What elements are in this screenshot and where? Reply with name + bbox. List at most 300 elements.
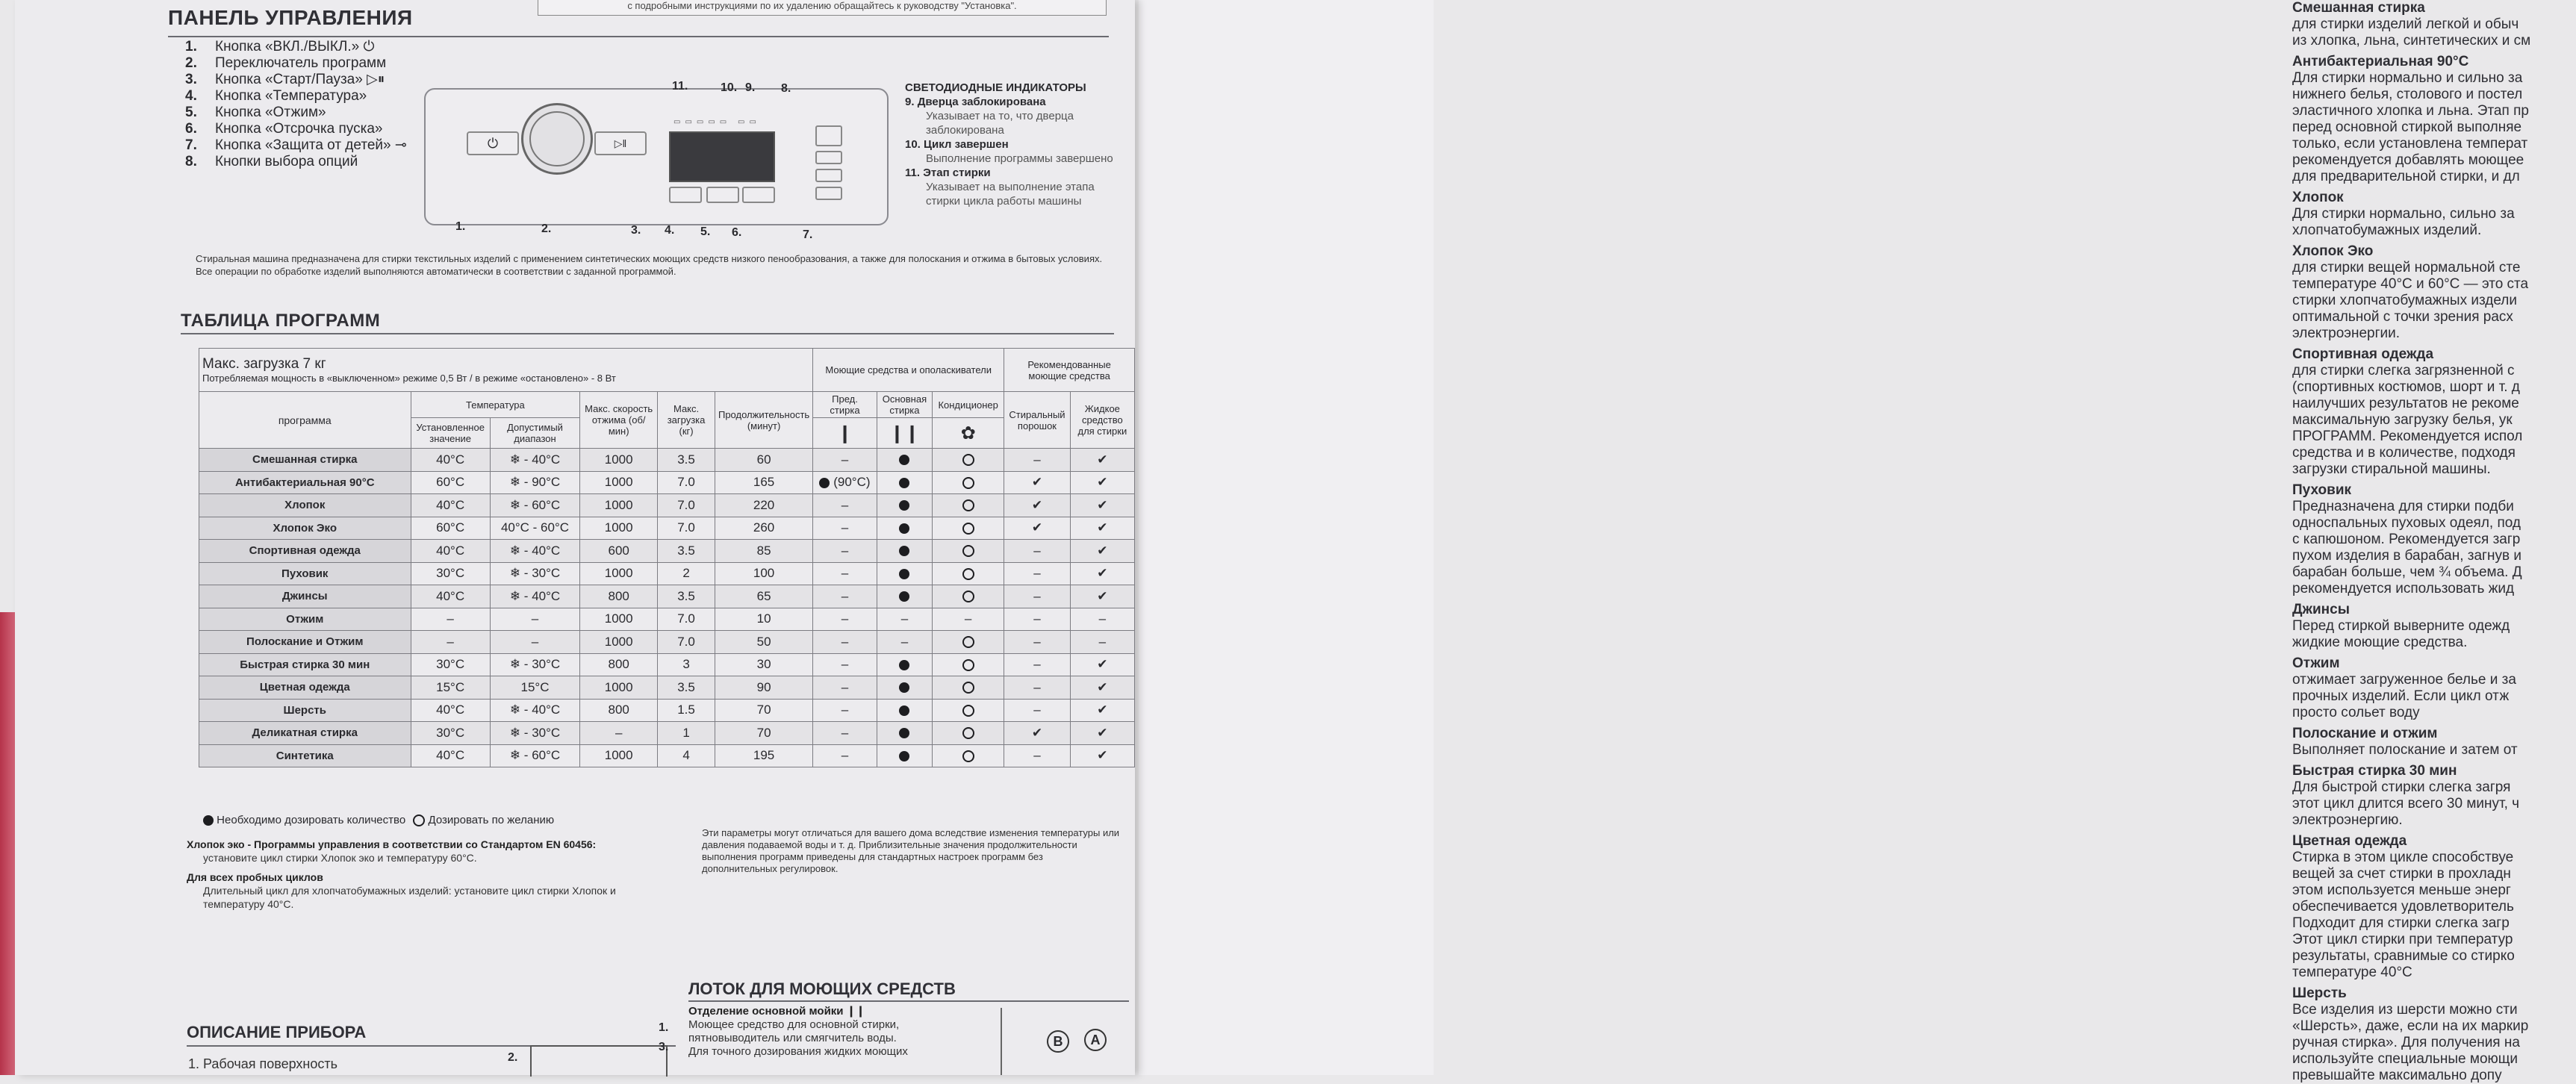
cell-main <box>877 540 932 563</box>
description-line: результаты, сравнимые со стирко <box>2292 948 2515 964</box>
control-item-text: Кнопка «Отжим» <box>215 105 326 120</box>
col-mainwash: Основная стирка <box>877 392 932 418</box>
diagram-label-1: 1. <box>455 220 466 233</box>
cell-s: 600 <box>580 540 658 563</box>
cell-main: – <box>877 631 932 654</box>
required-dot-icon <box>899 728 909 738</box>
cell-l: 7.0 <box>658 494 715 517</box>
cell-d: 260 <box>715 517 812 540</box>
description-line: для стирки вещей нормальной сте <box>2292 260 2521 275</box>
cell-t: 15°C <box>411 676 490 700</box>
max-load: Макс. загрузка 7 кг <box>202 356 326 372</box>
cell-t: 40°C <box>411 494 490 517</box>
cell-lq: ✔ <box>1070 676 1134 700</box>
cell-d: 165 <box>715 471 812 494</box>
cell-name: Отжим <box>199 608 411 631</box>
cell-name: Цветная одежда <box>199 676 411 700</box>
cell-s: 800 <box>580 653 658 676</box>
control-list-item <box>185 88 407 105</box>
diagram-label-4: 4. <box>665 224 675 237</box>
required-dot-icon <box>899 591 909 602</box>
cell-l: 3 <box>658 653 715 676</box>
led-number: 9. <box>905 96 915 108</box>
table-legend <box>203 814 554 826</box>
cell-d: 70 <box>715 722 812 745</box>
description-line: электроэнергии. <box>2292 325 2401 341</box>
display <box>669 131 775 182</box>
device-title: ОПИСАНИЕ ПРИБОРА <box>187 1023 367 1041</box>
cell-t: 30°C <box>411 562 490 585</box>
control-item-text: Кнопка «Температура» <box>215 88 367 104</box>
required-dot-icon <box>899 455 909 465</box>
spin-button <box>706 187 739 203</box>
cell-name: Смешанная стирка <box>199 449 411 472</box>
tray-diagram <box>1001 1008 1129 1075</box>
description-line: «Шерсть», даже, если на их маркир <box>2292 1018 2529 1034</box>
table-row <box>199 699 1135 722</box>
cell-cond <box>933 494 1004 517</box>
cell-pw: – <box>1004 585 1070 608</box>
table-row <box>199 449 1135 472</box>
control-item-number: 6. <box>185 121 197 137</box>
top-note: с подробными инструкциями по их удалению обращайтесь к руководству "Установка". <box>538 0 1107 16</box>
description-line: Для быстрой стирки слегка загря <box>2292 779 2511 795</box>
temperature-button <box>669 187 702 203</box>
cell-cond <box>933 676 1004 700</box>
cell-pw: – <box>1004 676 1070 700</box>
cell-pw: – <box>1004 562 1070 585</box>
table-caption <box>199 349 813 392</box>
control-panel-title: ПАНЕЛЬ УПРАВЛЕНИЯ <box>168 6 413 29</box>
cell-name: Деликатная стирка <box>199 722 411 745</box>
cell-s: 1000 <box>580 517 658 540</box>
cell-t: 30°C <box>411 653 490 676</box>
cell-r: 15°C <box>490 676 579 700</box>
cell-main <box>877 449 932 472</box>
diagram-label-8: 8. <box>781 82 791 95</box>
cell-l: 4 <box>658 744 715 767</box>
cell-s: 1000 <box>580 449 658 472</box>
led-item <box>905 166 1121 208</box>
control-item-number: 3. <box>185 72 197 87</box>
col-powder: Стиральный порошок <box>1004 392 1070 449</box>
tray-title: ЛОТОК ДЛЯ МОЮЩИХ СРЕДСТВ <box>688 979 956 998</box>
required-dot-icon <box>819 478 830 488</box>
cell-t: 40°C <box>411 449 490 472</box>
cell-pw: – <box>1004 540 1070 563</box>
cell-r: ❄ - 30°C <box>490 562 579 585</box>
cell-s: 1000 <box>580 744 658 767</box>
tray-rule <box>688 1000 1129 1002</box>
intro-paragraph: Стиральная машина предназначена для стирки текстильных изделий с применением синтетических моющих средств низкого пенообразования, а также для полоскания и отжима в бытовых условиях. Все операции по обработке изделий выполняются автоматически в соответствии с заданной программой. <box>196 253 1103 277</box>
description-heading: Хлопок Эко <box>2292 243 2374 259</box>
optional-ring-icon <box>962 477 974 489</box>
optional-ring-icon <box>413 814 425 826</box>
col-temp-set: Установленное значение <box>411 418 490 449</box>
cell-t: 60°C <box>411 517 490 540</box>
cell-cond <box>933 471 1004 494</box>
cell-pw: ✔ <box>1004 471 1070 494</box>
legend-optional: Дозировать по желанию <box>428 814 555 826</box>
description-line: перед основной стиркой выполняе <box>2292 119 2522 135</box>
control-item-number: 1. <box>185 39 197 54</box>
description-line: Этот цикл стирки при температур <box>2292 932 2513 947</box>
optional-ring-icon <box>962 727 974 739</box>
tray-label-b: B <box>1047 1030 1069 1053</box>
cell-l: 1 <box>658 722 715 745</box>
cell-d: 65 <box>715 585 812 608</box>
description-heading: Смешанная стирка <box>2292 0 2425 16</box>
tray-line-2: Моющее средство для основной стирки, <box>688 1018 900 1031</box>
description-line: стирки хлопчатобумажных издели <box>2292 293 2517 308</box>
description-line: (спортивных костюмов, шорт и т. д <box>2292 379 2520 395</box>
cell-name: Спортивная одежда <box>199 540 411 563</box>
cell-lq: ✔ <box>1070 744 1134 767</box>
cell-main <box>877 699 932 722</box>
cell-cond <box>933 540 1004 563</box>
description-line: Для стирки нормально и сильно за <box>2292 70 2523 86</box>
cell-r: ❄ - 30°C <box>490 722 579 745</box>
left-sheet <box>15 0 1135 1075</box>
cell-pre: – <box>813 517 877 540</box>
cell-cond <box>933 744 1004 767</box>
cell-cond <box>933 722 1004 745</box>
diagram-label-2: 2. <box>541 222 552 235</box>
optional-ring-icon <box>962 591 974 602</box>
program-descriptions <box>2292 0 2576 1084</box>
description-line: барабан больше, чем ¾ объема. Д <box>2292 564 2522 580</box>
table-row <box>199 585 1135 608</box>
control-item-number: 2. <box>185 55 197 71</box>
cell-l: 3.5 <box>658 449 715 472</box>
cell-r: – <box>490 608 579 631</box>
description-line: загрузки стиральной машины. <box>2292 461 2491 477</box>
description-line: хлопчатобумажных изделий. <box>2292 222 2482 238</box>
cell-pre: – <box>813 676 877 700</box>
tray-text <box>688 1005 1017 1059</box>
optional-ring-icon <box>962 568 974 580</box>
optional-ring-icon <box>962 523 974 535</box>
description-line: односпальных пуховых одеял, под <box>2292 515 2521 531</box>
description-line: Стирка в этом цикле способствуе <box>2292 850 2514 865</box>
test-notes <box>187 838 665 911</box>
control-item-text: Переключатель программ <box>215 55 387 71</box>
description-line: просто сольет воду <box>2292 705 2420 720</box>
table-row <box>199 471 1135 494</box>
table-row <box>199 562 1135 585</box>
description-line: прочных изделий. Если цикл отж <box>2292 688 2510 704</box>
option-buttons <box>815 125 842 208</box>
detergents-header: Моющие средства и ополаскиватели <box>813 349 1004 392</box>
cell-t: 30°C <box>411 722 490 745</box>
led-number: 11. <box>905 166 921 179</box>
cell-s: – <box>580 722 658 745</box>
cell-name: Шерсть <box>199 699 411 722</box>
program-table-title: ТАБЛИЦА ПРОГРАММ <box>181 311 381 331</box>
device-item-1: 1. Рабочая поверхность <box>188 1056 338 1071</box>
led-name: Дверца заблокирована <box>917 96 1046 108</box>
description-heading: Цветная одежда <box>2292 833 2407 849</box>
cell-pw: ✔ <box>1004 722 1070 745</box>
cell-lq: ✔ <box>1070 722 1134 745</box>
cell-l: 3.5 <box>658 676 715 700</box>
description-line: Предназначена для стирки подби <box>2292 499 2514 514</box>
tray-line-4: Для точного дозирования жидких моющих <box>688 1045 908 1058</box>
control-panel-rule <box>168 36 1109 37</box>
col-temp-range: Допустимый диапазон <box>490 418 579 449</box>
cell-pre: – <box>813 722 877 745</box>
legend-required: Необходимо дозировать количество <box>217 814 406 826</box>
description-line: только, если установлена температ <box>2292 136 2528 152</box>
control-item-number: 5. <box>185 105 197 120</box>
cell-s: 1000 <box>580 631 658 654</box>
cell-main <box>877 676 932 700</box>
control-list <box>185 39 407 170</box>
cell-r: – <box>490 631 579 654</box>
description-line: ПРОГРАММ. Рекомендуется испол <box>2292 429 2523 444</box>
description-line: для стирки слегка загрязненной с <box>2292 363 2515 379</box>
required-dot-icon <box>899 523 909 534</box>
led-number: 10. <box>905 138 921 151</box>
optional-ring-icon <box>962 682 974 694</box>
diagram-label-7: 7. <box>803 228 813 241</box>
cell-d: 85 <box>715 540 812 563</box>
optional-ring-icon <box>962 750 974 762</box>
cell-main <box>877 744 932 767</box>
description-line: для стирки изделий легкой и обыч <box>2292 16 2519 32</box>
cell-l: 7.0 <box>658 471 715 494</box>
cell-l: 2 <box>658 562 715 585</box>
col-program: программа <box>199 392 411 449</box>
cell-pw: ✔ <box>1004 517 1070 540</box>
description-line: Все изделия из шерсти можно сти <box>2292 1002 2518 1018</box>
optional-ring-icon <box>962 659 974 671</box>
cell-cond: – <box>933 608 1004 631</box>
cell-r: ❄ - 60°C <box>490 744 579 767</box>
power-consumption: Потребляемая мощность в «выключенном» режиме 0,5 Вт / в режиме «остановлено» - 8 Вт <box>202 373 616 384</box>
description-line: отжимает загруженное белье и за <box>2292 672 2516 688</box>
description-line: максимальную загрузку белья, ук <box>2292 412 2513 428</box>
cell-d: 195 <box>715 744 812 767</box>
description-heading: Джинсы <box>2292 602 2350 617</box>
cell-cond <box>933 585 1004 608</box>
description-line: пухом изделия в барабан, загнув и <box>2292 548 2521 564</box>
cell-l: 3.5 <box>658 540 715 563</box>
device-label-2: 2. <box>508 1051 518 1064</box>
cell-cond <box>933 653 1004 676</box>
cell-pw: – <box>1004 744 1070 767</box>
cell-main <box>877 653 932 676</box>
cell-pw: ✔ <box>1004 494 1070 517</box>
required-dot-icon <box>203 815 214 826</box>
cell-main <box>877 562 932 585</box>
cell-d: 30 <box>715 653 812 676</box>
table-row <box>199 722 1135 745</box>
cell-pre: (90°C) <box>813 471 877 494</box>
cell-name: Джинсы <box>199 585 411 608</box>
table-row <box>199 494 1135 517</box>
description-line: рекомендуется добавлять моющее <box>2292 152 2524 168</box>
control-item-text: Кнопка «ВКЛ./ВЫКЛ.» ⏻ <box>215 39 375 54</box>
optional-ring-icon <box>962 454 974 466</box>
cell-name: Полоскание и Отжим <box>199 631 411 654</box>
description-line: температуре 40°C и 60°C — это ста <box>2292 276 2529 292</box>
description-heading: Отжим <box>2292 655 2340 671</box>
cell-pw: – <box>1004 608 1070 631</box>
prewash-icon: ❙ <box>813 418 877 449</box>
cell-name: Синтетика <box>199 744 411 767</box>
cell-lq: – <box>1070 631 1134 654</box>
diagram-label-6: 6. <box>732 226 742 239</box>
description-line: из хлопка, льна, синтетических и см <box>2292 33 2531 49</box>
cell-name: Хлопок Эко <box>199 517 411 540</box>
cell-d: 50 <box>715 631 812 654</box>
cell-d: 90 <box>715 676 812 700</box>
program-table-rule <box>181 333 1114 334</box>
description-line: эластичного хлопка и льна. Этап пр <box>2292 103 2529 119</box>
cell-d: 100 <box>715 562 812 585</box>
right-sheet <box>1139 0 2531 1083</box>
recommended-header: Рекомендованные моющие средства <box>1004 349 1135 392</box>
table-row <box>199 653 1135 676</box>
device-label-1: 1. <box>659 1021 669 1034</box>
cell-d: 220 <box>715 494 812 517</box>
cell-main <box>877 494 932 517</box>
mainwash-icon: ❙❙ <box>877 418 932 449</box>
description-line: превышайте максимально допу <box>2292 1068 2502 1083</box>
cell-t: 40°C <box>411 699 490 722</box>
test-text: Длительный цикл для хлопчатобумажных изделий: установите цикл стирки Хлопок и температуру 40°C. <box>203 885 616 910</box>
control-list-item <box>185 39 407 55</box>
program-dial <box>521 103 593 175</box>
led-title: СВЕТОДИОДНЫЕ ИНДИКАТОРЫ <box>905 81 1086 94</box>
required-dot-icon <box>899 751 909 761</box>
col-temperature: Температура <box>411 392 580 418</box>
description-line: электроэнергию. <box>2292 812 2403 828</box>
led-desc: Указывает на выполнение этапа стирки цикла работы машины <box>926 181 1095 208</box>
tray-line-3: пятновыводитель или смягчитель воды. <box>688 1032 897 1044</box>
cell-pre: – <box>813 653 877 676</box>
cell-lq: ✔ <box>1070 517 1134 540</box>
control-panel-diagram <box>424 88 889 225</box>
cell-t: 40°C <box>411 540 490 563</box>
cell-pre: – <box>813 744 877 767</box>
cell-r: ❄ - 60°C <box>490 494 579 517</box>
cell-r: 40°C - 60°C <box>490 517 579 540</box>
cell-lq: ✔ <box>1070 449 1134 472</box>
cell-name: Хлопок <box>199 494 411 517</box>
cell-d: 70 <box>715 699 812 722</box>
device-diagram <box>530 1045 668 1077</box>
led-indicators <box>905 81 1121 208</box>
col-duration: Продолжительность (минут) <box>715 392 812 449</box>
description-line: Для стирки нормально, сильно за <box>2292 206 2515 222</box>
optional-ring-icon <box>962 636 974 648</box>
cell-name: Пуховик <box>199 562 411 585</box>
description-line: жидкие моющие средства. <box>2292 635 2468 650</box>
table-row <box>199 744 1135 767</box>
cell-pw: – <box>1004 699 1070 722</box>
cell-cond <box>933 699 1004 722</box>
description-line: Выполняет полоскание и затем от <box>2292 742 2518 758</box>
control-list-item <box>185 154 407 170</box>
cell-lq: ✔ <box>1070 540 1134 563</box>
eco-text: установите цикл стирки Хлопок эко и температуру 60°C. <box>203 852 477 864</box>
cell-l: 7.0 <box>658 608 715 631</box>
required-dot-icon <box>899 660 909 670</box>
col-liquid: Жидкое средство для стирки <box>1070 392 1134 449</box>
led-item <box>905 95 1121 137</box>
control-item-text: Кнопка «Старт/Пауза» ▷⏸ <box>215 72 385 87</box>
cell-cond <box>933 449 1004 472</box>
tray-line-1: Отделение основной мойки <box>688 1005 844 1018</box>
cell-s: 800 <box>580 699 658 722</box>
led-desc: Выполнение программы завершено <box>926 152 1113 165</box>
led-desc: Указывает на то, что дверца заблокирована <box>926 110 1074 137</box>
cell-main <box>877 585 932 608</box>
cell-r: ❄ - 30°C <box>490 653 579 676</box>
tray-label-a: A <box>1084 1029 1107 1051</box>
cell-l: 3.5 <box>658 585 715 608</box>
cell-t: – <box>411 631 490 654</box>
cell-s: 1000 <box>580 494 658 517</box>
required-dot-icon <box>899 500 909 511</box>
cell-t: 40°C <box>411 585 490 608</box>
description-line: обеспечивается удовлетворитель <box>2292 899 2514 915</box>
control-item-number: 8. <box>185 154 197 169</box>
cell-lq: ✔ <box>1070 699 1134 722</box>
description-line: рекомендуется использовать жид <box>2292 581 2515 596</box>
description-line: Подходит для стирки слегка загр <box>2292 915 2510 931</box>
optional-ring-icon <box>962 499 974 511</box>
description-line: для предварительной стирки, и дл <box>2292 169 2520 184</box>
cell-name: Антибактериальная 90°C <box>199 471 411 494</box>
cell-lq: – <box>1070 608 1134 631</box>
cell-t: – <box>411 608 490 631</box>
cell-pw: – <box>1004 653 1070 676</box>
control-list-item <box>185 121 407 137</box>
eco-title: Хлопок эко - Программы управления в соответствии со Стандартом EN 60456: <box>187 838 597 850</box>
table-row <box>199 631 1135 654</box>
required-dot-icon <box>899 546 909 556</box>
description-line: средства и в количестве, подходя <box>2292 445 2516 461</box>
optional-ring-icon <box>962 705 974 717</box>
cell-r: ❄ - 40°C <box>490 540 579 563</box>
description-line: ручная стирка». Для получения на <box>2292 1035 2520 1050</box>
cell-pre: – <box>813 699 877 722</box>
led-item <box>905 137 1121 166</box>
cell-s: 1000 <box>580 608 658 631</box>
description-line: Перед стиркой выверните одежд <box>2292 618 2510 634</box>
control-list-item <box>185 55 407 72</box>
cell-cond <box>933 562 1004 585</box>
program-table <box>199 348 1135 767</box>
cell-r: ❄ - 40°C <box>490 449 579 472</box>
led-row: ▭▭▭▭▭ ▭▭ <box>673 118 761 126</box>
control-item-number: 7. <box>185 137 197 153</box>
control-item-text: Кнопки выбора опций <box>215 154 358 169</box>
cell-pre: – <box>813 608 877 631</box>
diagram-label-3: 3. <box>631 224 641 237</box>
diagram-label-11: 11. <box>672 80 688 93</box>
col-prewash: Пред. стирка <box>813 392 877 418</box>
optional-ring-icon <box>962 545 974 557</box>
led-name: Этап стирки <box>923 166 991 179</box>
col-load: Макс. загрузка (кг) <box>658 392 715 449</box>
cell-pre: – <box>813 449 877 472</box>
test-title: Для всех пробных циклов <box>187 871 323 883</box>
cell-s: 1000 <box>580 471 658 494</box>
